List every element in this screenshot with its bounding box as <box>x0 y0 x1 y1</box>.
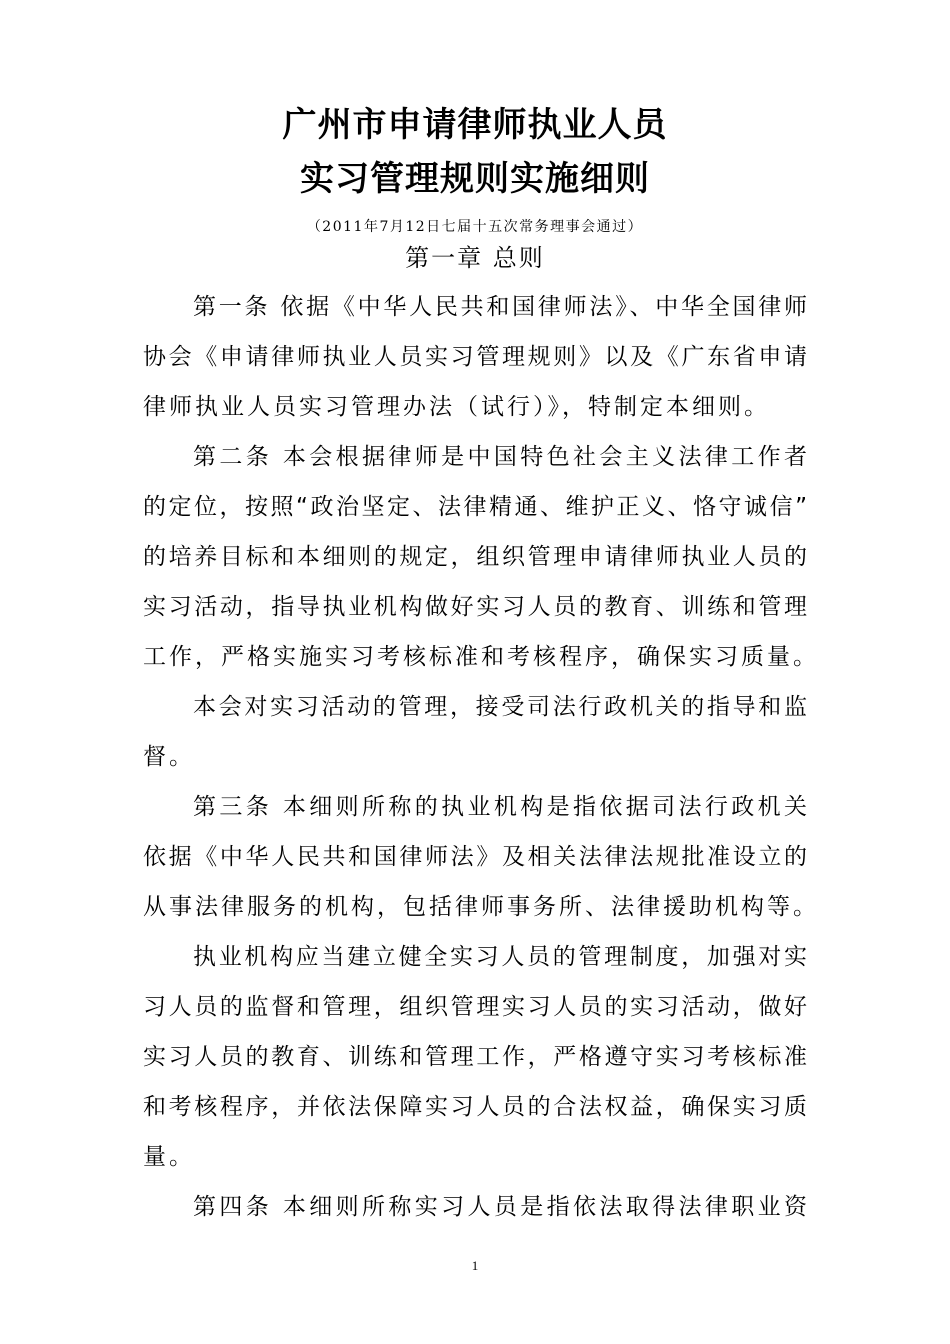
text-line: 第二条 本会根据律师是中国特色社会主义法律工作者 <box>193 444 807 470</box>
chapter-heading: 第一章 总则 <box>405 244 545 272</box>
document-title-line-2: 实习管理规则实施细则 <box>300 159 650 199</box>
text-line: 依据《中华人民共和国律师法》及相关法律法规批准设立的 <box>143 844 807 870</box>
text-line: 实习活动，指导执业机构做好实习人员的教育、训练和管理 <box>143 594 807 620</box>
text-line: 协会《申请律师执业人员实习管理规则》以及《广东省申请 <box>143 344 807 370</box>
text-line: 从事法律服务的机构，包括律师事务所、法律援助机构等。 <box>143 894 819 920</box>
text-line: 执业机构应当建立健全实习人员的管理制度，加强对实 <box>193 944 807 970</box>
text-line: 律师执业人员实习管理办法（试行）》，特制定本细则。 <box>143 394 770 420</box>
text-line: 的定位，按照“政治坚定、法律精通、维护正义、恪守诚信” <box>143 494 807 520</box>
document-title-line-1: 广州市申请律师执业人员 <box>282 105 668 145</box>
adoption-note: （2011年7月12日七届十五次常务理事会通过） <box>306 219 644 235</box>
text-line: 量。 <box>143 1144 195 1170</box>
page-number: 1 <box>471 1258 479 1273</box>
text-line: 习人员的监督和管理，组织管理实习人员的实习活动，做好 <box>143 994 807 1020</box>
text-line: 第三条 本细则所称的执业机构是指依据司法行政机关 <box>193 794 807 820</box>
text-line: 实习人员的教育、训练和管理工作，严格遵守实习考核标准 <box>143 1044 807 1070</box>
text-line: 督。 <box>143 744 195 770</box>
text-line: 本会对实习活动的管理，接受司法行政机关的指导和监 <box>193 694 807 720</box>
text-line: 第四条 本细则所称实习人员是指依法取得法律职业资 <box>193 1194 807 1220</box>
text-line: 工作，严格实施实习考核标准和考核程序，确保实习质量。 <box>143 644 819 670</box>
text-line: 和考核程序，并依法保障实习人员的合法权益，确保实习质 <box>143 1094 807 1120</box>
text-line: 的培养目标和本细则的规定，组织管理申请律师执业人员的 <box>143 544 807 570</box>
text-line: 第一条 依据《中华人民共和国律师法》、中华全国律师 <box>193 294 807 320</box>
